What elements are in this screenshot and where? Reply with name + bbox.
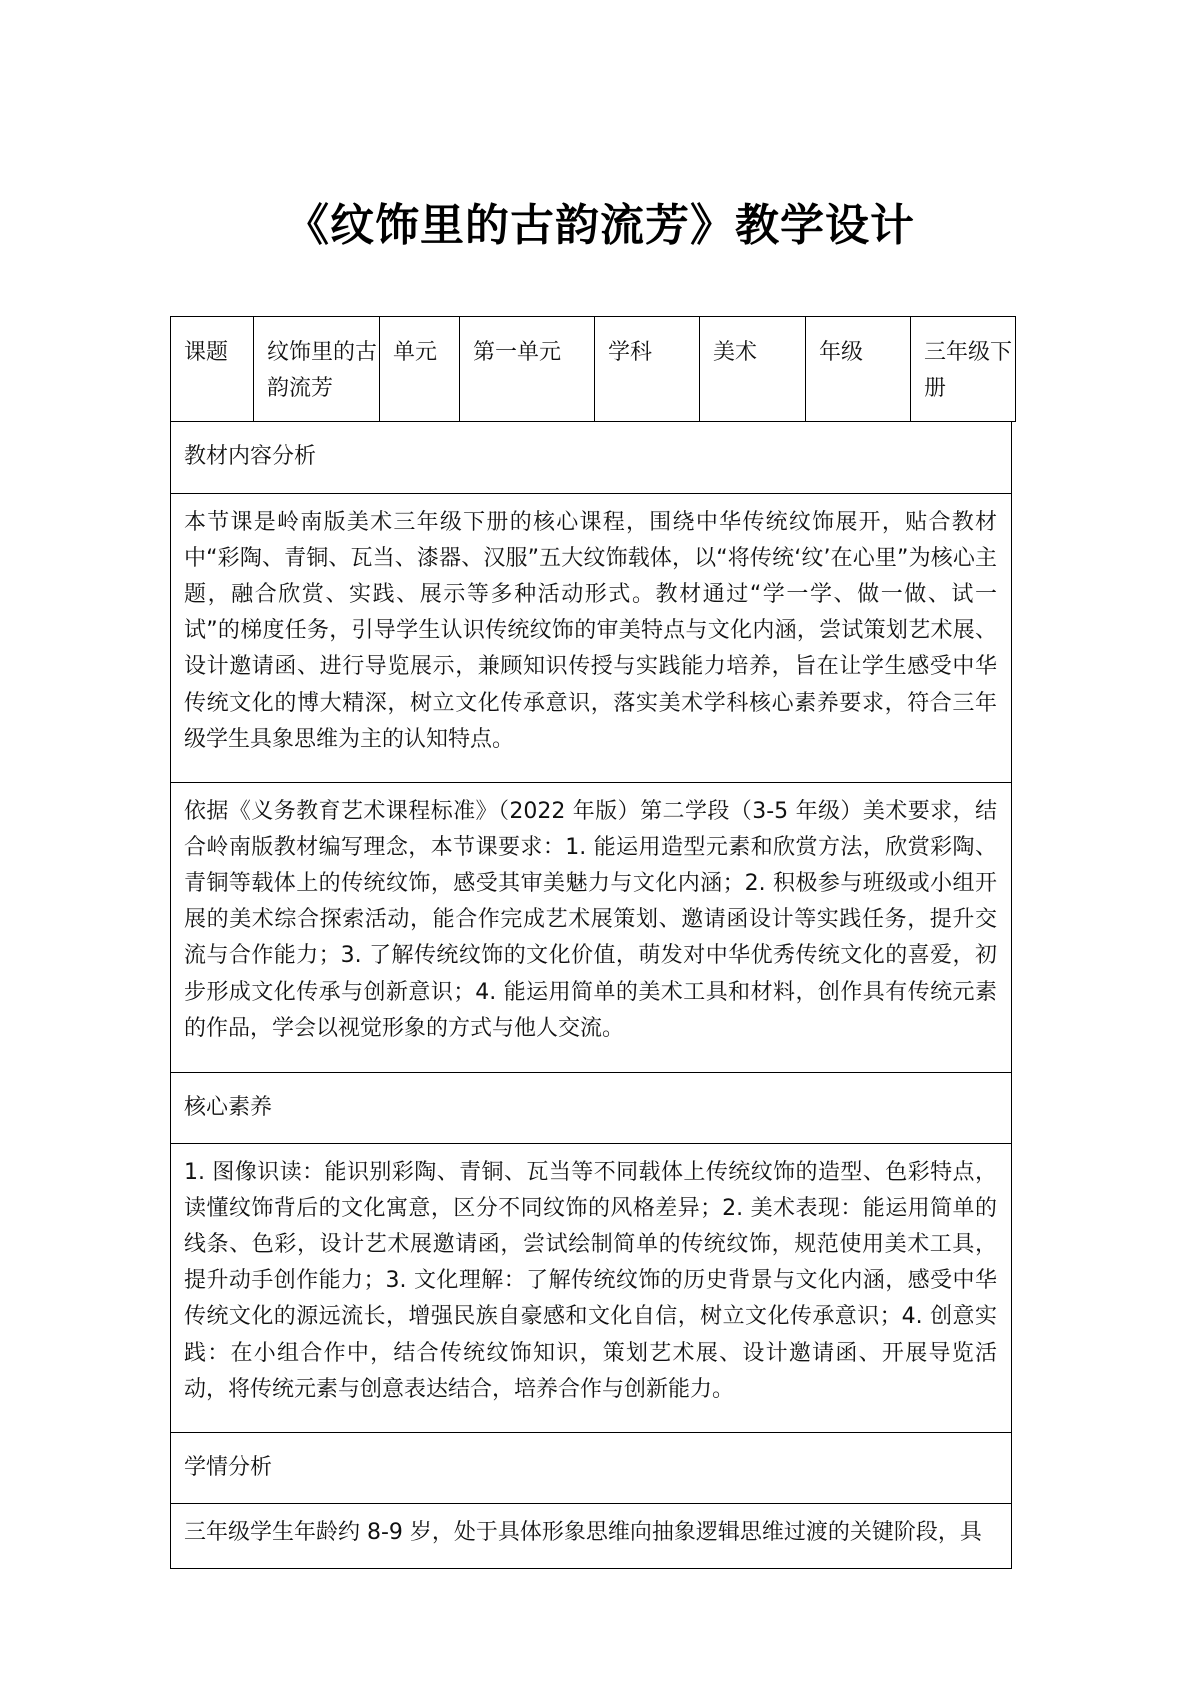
grade-label: 年级 [806,317,911,422]
lesson-content-table [170,422,1012,1569]
textbook-analysis-paragraph: 本节课是岭南版美术三年级下册的核心课程，围绕中华传统纹饰展开，贴合教材中“彩陶、青铜、瓦当、漆器、汉服”五大纹饰载体，以“将传统‘纹’在心里”为核心主题，融合欣赏、实践、展示等多种活动形式。教材通过“学一学、做一做、试一试”的梯度任务，引导学生认识传统纹饰的审美特点与文化内涵，尝试策划艺术展、设计邀请函、进行导览展示，兼顾知识传授与实践能力培养，旨在让学生感受中华传统文化的博大精深，树立文化传承意识，落实美术学科核心素养要求，符合三年级学生具象思维为主的认知特点。 [171,493,1012,782]
section-heading-textbook-analysis: 教材内容分析 [171,422,1012,493]
section-heading-row [171,1072,1012,1143]
unit-label: 单元 [380,317,460,422]
section-heading-learner-analysis: 学情分析 [171,1432,1012,1503]
lesson-info-table [170,316,1016,422]
subject-label: 学科 [595,317,700,422]
section-paragraph-row [171,493,1012,782]
unit-value: 第一单元 [460,317,595,422]
core-competencies-paragraph: 1. 图像识读：能识别彩陶、青铜、瓦当等不同载体上传统纹饰的造型、色彩特点，读懂纹饰背后的文化寓意，区分不同纹饰的风格差异；2. 美术表现：能运用简单的线条、色彩，设计艺术展邀请函，尝试绘制简单的传统纹饰，规范使用美术工具，提升动手创作能力；3. 文化理解：了解传统纹饰的历史背景与文化内涵，感受中华传统文化的源远流长，增强民族自豪感和文化自信，树立文化传承意识；4. 创意实践：在小组合作中，结合传统纹饰知识，策划艺术展、设计邀请函、开展导览活动，将传统元素与创意表达结合，培养合作与创新能力。 [171,1143,1012,1432]
subject-value: 美术 [700,317,806,422]
curriculum-requirements-paragraph: 依据《义务教育艺术课程标准》（2022 年版）第二学段（3-5 年级）美术要求，结合岭南版教材编写理念，本节课要求：1. 能运用造型元素和欣赏方法，欣赏彩陶、青铜等载体上的传统纹饰，感受其审美魅力与文化内涵；2. 积极参与班级或小组开展的美术综合探索活动，能合作完成艺术展策划、邀请函设计等实践任务，提升交流与合作能力；3. 了解传统纹饰的文化价值，萌发对中华优秀传统文化的喜爱，初步形成文化传承与创新意识；4. 能运用简单的美术工具和材料，创作具有传统元素的作品，学会以视觉形象的方式与他人交流。 [171,782,1012,1072]
section-paragraph-row [171,1503,1012,1568]
learner-analysis-paragraph: 三年级学生年龄约 8-9 岁，处于具体形象思维向抽象逻辑思维过渡的关键阶段，具 [171,1503,1012,1568]
topic-value: 纹饰里的古韵流芳 [254,317,380,422]
section-paragraph-row [171,782,1012,1072]
section-heading-core-competencies: 核心素养 [171,1072,1012,1143]
lesson-info-row [171,317,1016,422]
grade-value: 三年级下册 [911,317,1016,422]
document-title: 《纹饰里的古韵流芳》教学设计 [285,200,915,251]
section-paragraph-row [171,1143,1012,1432]
section-heading-row [171,422,1012,493]
topic-label: 课题 [171,317,254,422]
section-heading-row [171,1432,1012,1503]
